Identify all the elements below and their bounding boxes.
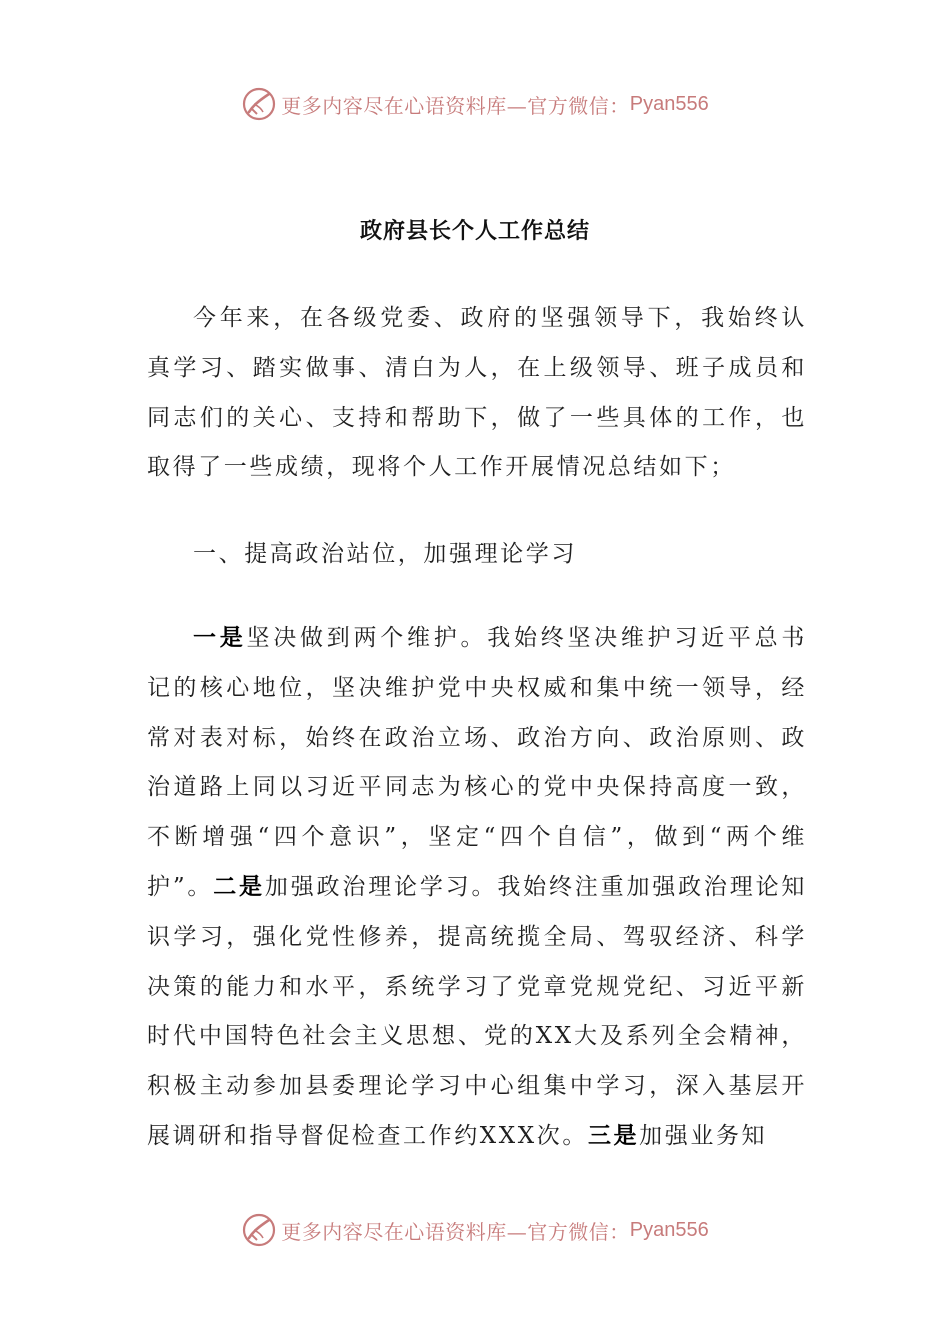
watermark-text: 更多内容尽在心语资料库—官方微信：: [281, 93, 630, 118]
watermark-text: 更多内容尽在心语资料库—官方微信：: [281, 1219, 630, 1244]
watermark-header: [0, 84, 950, 124]
intro-paragraph: 今年来，在各级党委、政府的坚强领导下，我始终认真学习、踏实做事、清白为人，在上级领导、班子成员和同志们的关心、支持和帮助下，做了一些具体的工作，也取得了一些成绩，现将个人工作开展情况总结如下；: [147, 305, 807, 481]
section-heading: 一、提高政治站位，加强理论学习: [193, 541, 577, 567]
paragraph-text-3: 加强业务知: [639, 1122, 768, 1149]
paragraph-text-1: 坚决做到两个维护。我始终坚决维护习近平总书记的核心地位，坚决维护党中央权威和集中统一领导，经常对表对标，始终在政治立场、政治方向、政治原则、政治道路上同以习近平同志为核心的党中央保持高度一致，不断增强“四个意识”，坚定“四个自信”，做到“两个维护”。: [147, 625, 807, 900]
watermark-wechat-id: Pyan556: [629, 92, 709, 115]
lead-label-2: 二是: [213, 873, 265, 900]
lead-label-3: 三是: [587, 1122, 640, 1149]
pen-logo-icon: [241, 1212, 277, 1248]
document-title: 政府县长个人工作总结: [359, 219, 590, 244]
watermark-footer: [0, 1210, 950, 1250]
pen-logo-icon: [241, 86, 277, 122]
section-paragraph: [147, 614, 807, 1162]
paragraph-text-2: 加强政治理论学习。我始终注重加强政治理论知识学习，强化党性修养，提高统揽全局、驾驭经济、科学决策的能力和水平，系统学习了党章党规党纪、习近平新时代中国特色社会主义思想、党的XX大及系列全会精神，积极主动参加县委理论学习中心组集中学习，深入基层开展调研和指导督促检查工作约XXX次。: [147, 873, 807, 1149]
watermark-wechat-id: Pyan556: [629, 1218, 709, 1241]
lead-label-1: 一是: [193, 625, 247, 651]
